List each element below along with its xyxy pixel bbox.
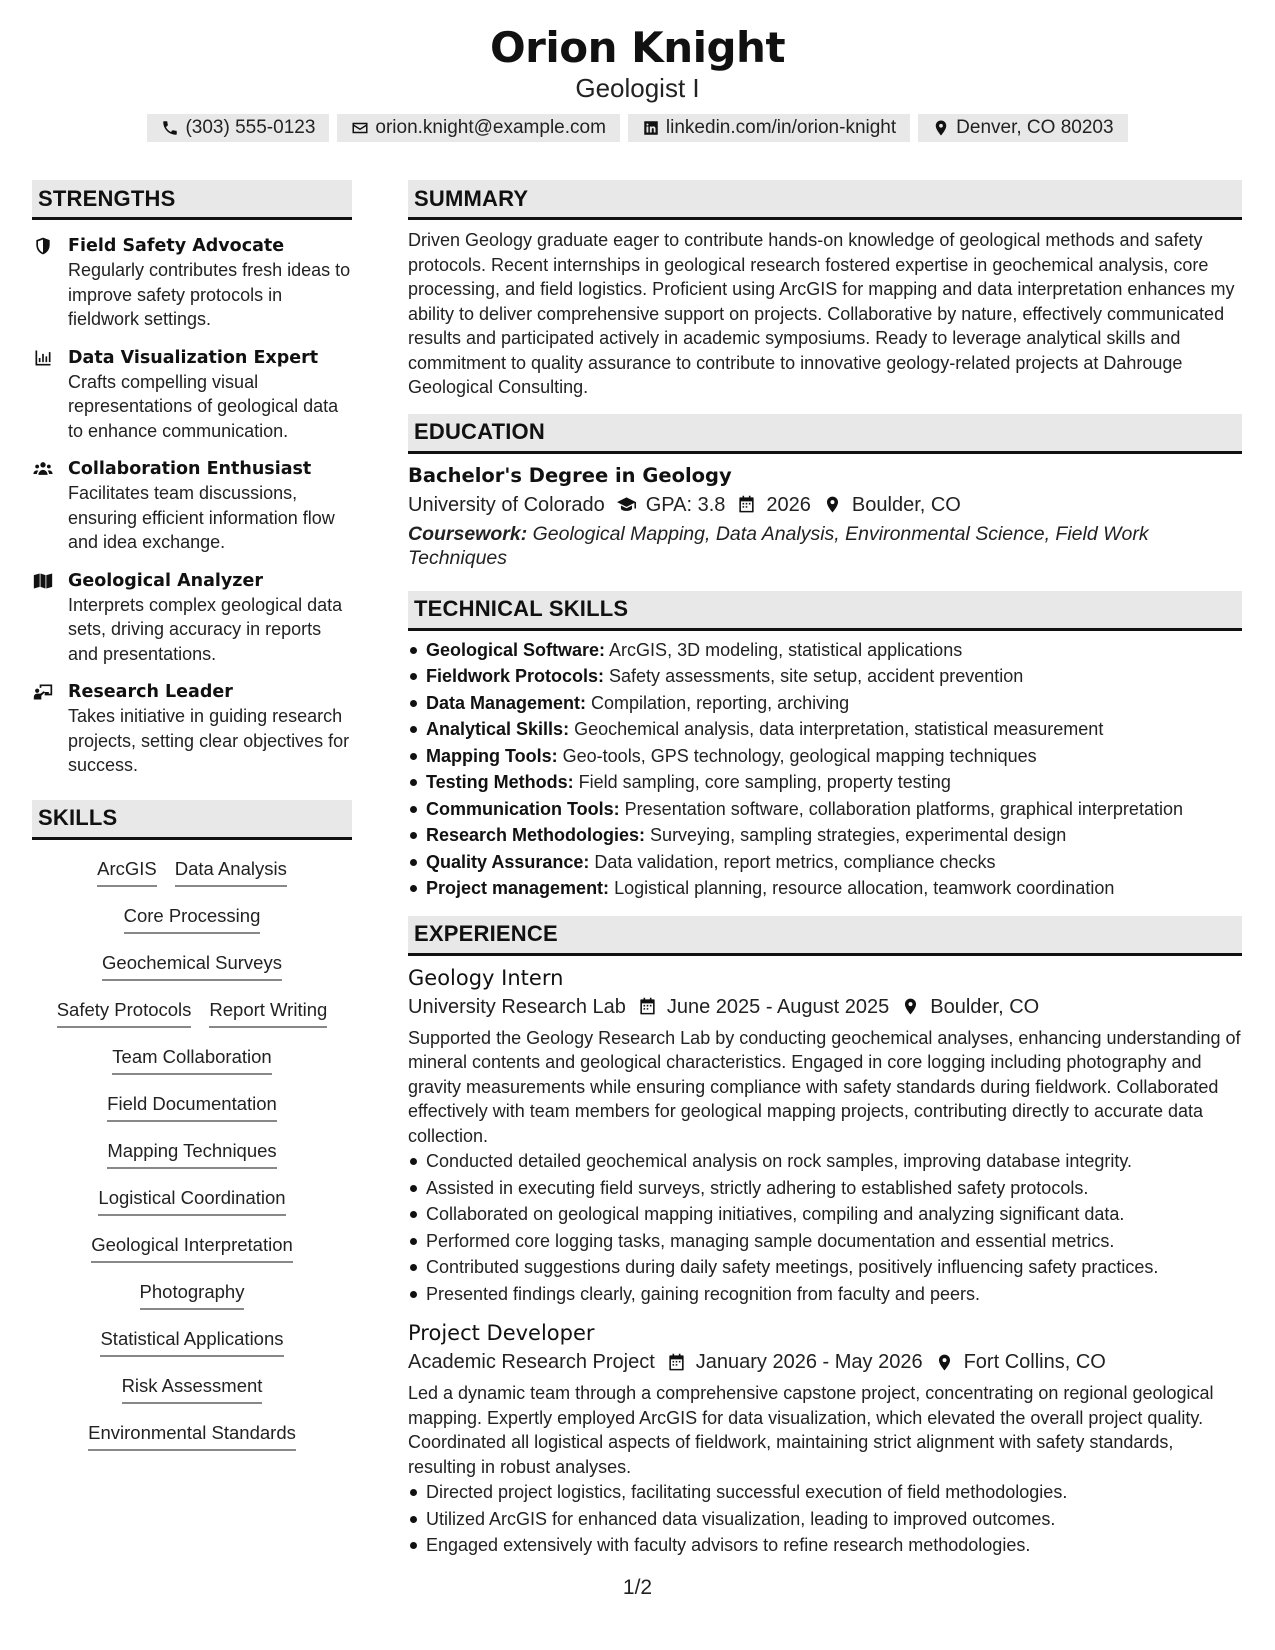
candidate-title: Geologist I xyxy=(575,73,700,103)
phone-icon xyxy=(161,119,179,137)
skill-tag: ArcGIS xyxy=(97,856,157,887)
presenter-icon xyxy=(32,682,54,702)
technical-skills-heading: TECHNICAL SKILLS xyxy=(408,591,1242,631)
school-location: Boulder, CO xyxy=(851,493,961,516)
linkedin-icon xyxy=(642,119,660,137)
job-org: Academic Research Project xyxy=(408,1351,655,1373)
map-icon xyxy=(32,571,54,591)
skill-tag: Risk Assessment xyxy=(122,1373,263,1404)
skill-tag: Geological Interpretation xyxy=(91,1232,293,1263)
list-item: Contributed suggestions during daily safety meetings, positively influencing safety practices. xyxy=(408,1254,1242,1281)
experience-heading: EXPERIENCE xyxy=(408,916,1242,956)
contact-email[interactable] xyxy=(337,114,620,142)
resume-header xyxy=(0,22,1275,142)
summary-text: Driven Geology graduate eager to contribute hands-on knowledge of geological methods and safety protocols. Recent internships in geological research fostered expertise in geochemical analysis, core processing, and field logistics. Proficient using ArcGIS for mapping and data interpretation enhances my ability to deliver comprehensive support on projects. Collaborative by nature, effectively communicated results and participated actively in academic symposiums. Ready to leverage analytical skills and commitment to quality assurance to contribute to innovative geology-related projects at Dahrouge Geological Consulting. xyxy=(408,230,1235,397)
gpa-value: GPA: 3.8 xyxy=(645,493,726,516)
skill-tag: Report Writing xyxy=(209,997,327,1028)
summary-heading: SUMMARY xyxy=(408,180,1242,220)
location-icon xyxy=(932,119,950,137)
skill-tag: Geochemical Surveys xyxy=(102,950,282,981)
education-heading: EDUCATION xyxy=(408,414,1242,454)
list-item: Assisted in executing field surveys, strictly adhering to established safety protocols. xyxy=(408,1175,1242,1202)
list-item: Collaborated on geological mapping initiatives, compiling and analyzing significant data. xyxy=(408,1201,1242,1228)
job-meta xyxy=(408,1347,1242,1377)
skill-tag: Field Documentation xyxy=(107,1091,277,1122)
skill-tag: Data Analysis xyxy=(175,856,287,887)
candidate-name: Orion Knight xyxy=(489,23,786,72)
strength-item xyxy=(32,680,352,778)
list-item: Geological Software: ArcGIS, 3D modeling, statistical applications xyxy=(408,637,1242,664)
list-item: Research Methodologies: Surveying, sampling strategies, experimental design xyxy=(408,822,1242,849)
coursework-label: Coursework: xyxy=(408,522,528,545)
contact-phone[interactable] xyxy=(147,114,329,142)
school-name: University of Colorado xyxy=(408,493,605,516)
strength-item xyxy=(32,234,352,332)
list-item: Communication Tools: Presentation software, collaboration platforms, graphical interpretation xyxy=(408,796,1242,823)
job-meta xyxy=(408,992,1242,1022)
list-item: Project management: Logistical planning, resource allocation, teamwork coordination xyxy=(408,875,1242,902)
list-item: Utilized ArcGIS for enhanced data visualization, leading to improved outcomes. xyxy=(408,1506,1242,1533)
job-dates: January 2026 - May 2026 xyxy=(695,1351,923,1373)
location-icon xyxy=(901,997,920,1016)
job-location: Fort Collins, CO xyxy=(963,1351,1106,1373)
location-icon xyxy=(823,495,842,514)
strength-desc: Interprets complex geological data sets, driving accuracy in reports and presentations. xyxy=(68,594,343,664)
bar-chart-icon xyxy=(32,348,54,368)
strength-desc: Facilitates team discussions, ensuring efficient information flow and idea exchange. xyxy=(68,483,335,552)
contact-linkedin-text: linkedin.com/in/orion-knight xyxy=(665,117,897,138)
skill-tag: Logistical Coordination xyxy=(98,1185,285,1216)
strength-title: Field Safety Advocate xyxy=(68,236,285,256)
graduation-year: 2026 xyxy=(766,493,811,516)
coursework-list: Geological Mapping, Data Analysis, Environmental Science, Field Work Techniques xyxy=(408,522,1149,569)
left-column xyxy=(32,180,352,1459)
education-meta xyxy=(408,490,1242,520)
strength-item xyxy=(32,346,352,444)
contact-phone-text: (303) 555-0123 xyxy=(185,117,316,138)
right-column xyxy=(408,180,1242,1559)
list-item: Analytical Skills: Geochemical analysis, data interpretation, statistical measurement xyxy=(408,716,1242,743)
skills-heading: SKILLS xyxy=(32,800,352,840)
contact-location-text: Denver, CO 80203 xyxy=(956,117,1114,138)
page-number: 1/2 xyxy=(622,1576,653,1599)
strength-item xyxy=(32,457,352,555)
list-item: Mapping Tools: Geo-tools, GPS technology, geological mapping techniques xyxy=(408,743,1242,770)
job-title: Project Developer xyxy=(408,1321,595,1345)
job-summary: Led a dynamic team through a comprehensive capstone project, concentrating on regional geological mapping. Expertly employed ArcGIS for data visualization, which elevated the overall project quality. Coordinated all logistical aspects of fieldwork, maintaining strict alignment with safety standards, resulting in robust analyses. xyxy=(408,1383,1214,1477)
list-item: Directed project logistics, facilitating successful execution of field methodologies. xyxy=(408,1479,1242,1506)
skill-tag: Photography xyxy=(140,1279,245,1310)
skill-tag: Core Processing xyxy=(124,903,261,934)
email-icon xyxy=(351,119,369,137)
degree-title: Bachelor's Degree in Geology xyxy=(408,463,732,487)
contact-email-text: orion.knight@example.com xyxy=(375,117,606,138)
strength-title: Data Visualization Expert xyxy=(68,347,319,368)
skill-tag: Statistical Applications xyxy=(100,1326,283,1357)
list-item: Presented findings clearly, gaining recognition from faculty and peers. xyxy=(408,1281,1242,1308)
skill-tag: Environmental Standards xyxy=(88,1420,296,1451)
strength-item xyxy=(32,569,352,667)
skills-tag-list xyxy=(32,848,352,1459)
list-item: Data Management: Compilation, reporting, archiving xyxy=(408,690,1242,717)
list-item: Performed core logging tasks, managing sample documentation and essential metrics. xyxy=(408,1228,1242,1255)
list-item: Engaged extensively with faculty advisors to refine research methodologies. xyxy=(408,1532,1242,1559)
job-bullets xyxy=(408,1148,1242,1307)
job-bullets xyxy=(408,1479,1242,1559)
graduation-cap-icon xyxy=(617,495,636,514)
skill-tag: Team Collaboration xyxy=(112,1044,271,1075)
skill-tag: Safety Protocols xyxy=(57,997,192,1028)
technical-skills-list xyxy=(408,637,1242,902)
skill-tag: Mapping Techniques xyxy=(107,1138,276,1169)
calendar-icon xyxy=(737,495,756,514)
coursework xyxy=(408,522,1242,571)
strength-desc: Takes initiative in guiding research projects, setting clear objectives for success. xyxy=(68,706,350,775)
users-icon xyxy=(32,459,54,479)
contact-location xyxy=(918,114,1127,142)
contact-bar xyxy=(0,114,1275,142)
location-icon xyxy=(935,1353,954,1372)
calendar-icon xyxy=(638,997,657,1016)
job-org: University Research Lab xyxy=(408,995,626,1018)
job-title: Geology Intern xyxy=(408,965,564,990)
list-item: Quality Assurance: Data validation, report metrics, compliance checks xyxy=(408,849,1242,876)
calendar-icon xyxy=(667,1353,686,1372)
shield-icon xyxy=(32,236,54,256)
strength-desc: Regularly contributes fresh ideas to improve safety protocols in fieldwork settings. xyxy=(68,260,351,329)
job-summary: Supported the Geology Research Lab by conducting geochemical analyses, enhancing understanding of mineral contents and geological characteristics. Engaged in core logging including photography and gravity measurements while ensuring compliance with safety standards during fieldwork. Collaborated effectively with team members for geological mapping projects, contributing directly to accurate data collection. xyxy=(408,1027,1241,1146)
job-location: Boulder, CO xyxy=(930,995,1040,1018)
list-item: Testing Methods: Field sampling, core sampling, property testing xyxy=(408,769,1242,796)
list-item: Fieldwork Protocols: Safety assessments, site setup, accident prevention xyxy=(408,663,1242,690)
strengths-heading: STRENGTHS xyxy=(32,180,352,220)
contact-linkedin[interactable] xyxy=(628,114,910,142)
strength-desc: Crafts compelling visual representations of geological data to enhance communication. xyxy=(68,371,339,441)
strength-title: Research Leader xyxy=(68,682,233,702)
strength-title: Geological Analyzer xyxy=(68,570,263,591)
strength-title: Collaboration Enthusiast xyxy=(68,459,312,479)
job-dates: June 2025 - August 2025 xyxy=(666,995,890,1018)
list-item: Conducted detailed geochemical analysis on rock samples, improving database integrity. xyxy=(408,1148,1242,1175)
